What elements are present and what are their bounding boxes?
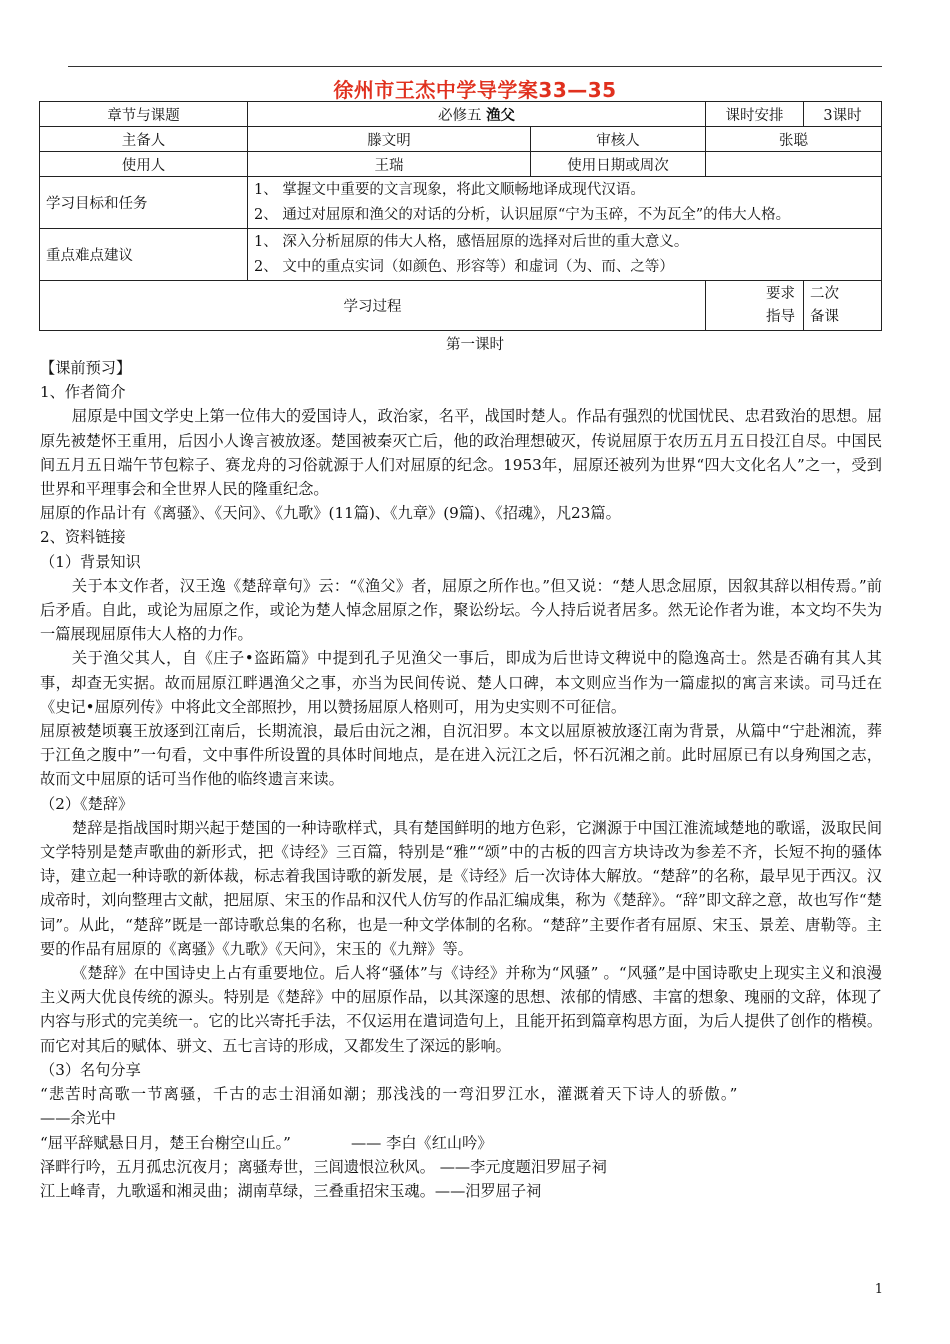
requirement-guidance	[706, 281, 804, 331]
preparer-label: 主备人	[40, 127, 248, 152]
second-prep	[804, 281, 882, 331]
second-line: 二次	[810, 285, 840, 302]
links-heading: 2、资料链接	[40, 528, 126, 547]
page-number: 1	[874, 1282, 883, 1297]
table-row	[40, 102, 882, 127]
lesson-info-table	[39, 101, 882, 331]
second-line: 备课	[810, 308, 840, 325]
table-row	[40, 127, 882, 152]
chuci-paragraph: 楚辞是指战国时期兴起于楚国的一种诗歌样式，具有楚国鲜明的地方色彩，它渊源于中国江淮流域楚地的歌谣，汲取民间文学特别是楚声歌曲的新形式，把《诗经》三百篇，特别是“雅”“颂”中的古板的四言方块诗改为参差不齐，长短不拘的骚体诗，建立起一种诗歌的新体裁，标志着我国诗歌的新发展，是《诗经》后一次诗体大解放。“楚辞”的名称，最早见于西汉。汉成帝时，刘向整理古文献，把屈原、宋玉的作品和汉代人仿写的作品汇编成集，称为《楚辞》。“辞”即文辞之意，故也写作“楚词”。从此，“楚辞”既是一部诗歌总集的名称，也是一种文学体制的名称。“楚辞”主要作者有屈原、宋玉、景差、唐勒等。主要的作品有屈原的《离骚》《九歌》《天问》，宋玉的《九辩》等。	[40, 818, 882, 958]
author-paragraph: 屈原是中国文学史上第一位伟大的爱国诗人，政治家，名平，战国时楚人。作品有强烈的忧国忧民、忠君致治的思想。屈原先被楚怀王重用，后因小人谗言被放逐。楚国被秦灭亡后，他的政治理想破灭，传说屈原于农历五月五日投江自尽。中国民间五月五日端午节包粽子、赛龙舟的习俗就源于人们对屈原的纪念。1953年，屈原还被列为世界“四大文化名人”之一，受到世界和平理事会和全世界人民的隆重纪念。	[40, 407, 882, 499]
keys-label: 重点难点建议	[40, 229, 248, 281]
process-label: 学习过程	[40, 281, 706, 331]
background-paragraph: 关于渔父其人，自《庄子•盗跖篇》中提到孔子见渔父一事后，即成为后世诗文稗说中的隐逸高士。然是否确有其人其事，却查无实据。故而屈原江畔遇渔父之事，亦当为民间传说、楚人口碑，本文则应当作为一篇虚拟的寓言来读。司马迁在《史记•屈原列传》中将此文全部照抄，用以赞扬屈原人格则可，用为史实则不可征信。	[40, 649, 882, 716]
preview-heading: 【课前预习】	[40, 359, 132, 377]
author-works: 屈原的作品计有《离骚》、《天问》、《九歌》(11篇)、《九章》(9篇)、《招魂》，凡23篇。	[40, 504, 621, 523]
quote-text: “屈平辞赋悬日月，楚王台榭空山丘。”	[40, 1133, 291, 1152]
main-content	[40, 356, 882, 1203]
table-row	[40, 281, 882, 331]
quote: 泽畔行吟，五月孤忠沉夜月；离骚寿世，三闾遗恨泣秋风。 ——李元度题汨罗屈子祠	[40, 1157, 607, 1176]
goal-item: 2、 通过对屈原和渔父的对话的分析，认识屈原“宁为玉碎，不为瓦全”的伟大人格。	[254, 206, 791, 223]
chuci-paragraph: 《楚辞》在中国诗史上占有重要地位。后人将“骚体”与《诗经》并称为“风骚” 。“风骚”是中国诗歌史上现实主义和浪漫主义两大优良传统的源头。特别是《楚辞》中的屈原作品，以其深邃的思想、浓郁的情感、丰富的想象、瑰丽的文辞，体现了内容与形式的完美统一。它的比兴寄托手法，不仅运用在遣词造句上，且能开拓到篇章构思方面，为后人提供了创作的楷模。而它对其后的赋体、骈文、五七言诗的形成，又都发生了深远的影响。	[40, 964, 882, 1055]
quote: 江上峰青，九歌遥和湘灵曲；湖南草绿，三叠重招宋玉魂。——汨罗屈子祠	[40, 1181, 542, 1200]
author-heading: 1、作者简介	[40, 383, 126, 402]
background-paragraph: 屈原被楚顷襄王放逐到江南后，长期流浪，最后由沅之湘，自沉汨罗。本文以屈原被放逐江南为背景，从篇中“宁赴湘流，葬于江鱼之腹中”一句看，文中事件所设置的具体时间地点，是在进入沅江之后，怀石沉湘之前。此时屈原已有以身殉国之志，故而文中屈原的话可当作他的临终遗言来读。	[40, 722, 882, 789]
background-paragraph: 关于本文作者，汉王逸《楚辞章句》云：“《渔父》者，屈原之所作也。”但又说：“楚人思念屈原，因叙其辞以相传焉。”前后矛盾。自此，或论为屈原之作，或论为楚人悼念屈原之作，聚讼纷坛。今人持后说者居多。然无论作者为谁，本文均不失为一篇展现屈原伟大人格的力作。	[40, 576, 882, 644]
quotes-heading: （3）名句分享	[40, 1060, 141, 1079]
quote-author: —— 李白《红山吟》	[350, 1133, 493, 1152]
keys-content	[248, 229, 882, 281]
preparer-value: 滕文明	[248, 127, 531, 152]
req-line: 指导	[766, 308, 796, 325]
user-value: 王瑞	[248, 152, 531, 177]
quote: “悲苦时高歌一节离骚，千古的志士泪涌如潮；那浅浅的一弯汨罗江水，灌溉着天下诗人的骄傲。”	[40, 1085, 739, 1104]
goal-item: 1、 掌握文中重要的文言现象，将此文顺畅地译成现代汉语。	[254, 181, 645, 198]
user-label: 使用人	[40, 152, 248, 177]
background-heading: （1）背景知识	[40, 552, 141, 571]
lesson-name: 渔父	[486, 107, 516, 124]
schedule-label: 课时安排	[706, 102, 804, 127]
date-value	[706, 152, 882, 177]
chapter-label: 章节与课题	[40, 102, 248, 127]
schedule-value: 3课时	[804, 102, 882, 127]
course-name: 必修五	[437, 107, 482, 124]
key-item: 1、 深入分析屈原的伟大人格，感悟屈原的选择对后世的重大意义。	[254, 233, 689, 250]
goals-label: 学习目标和任务	[40, 177, 248, 229]
goals-content	[248, 177, 882, 229]
table-row	[40, 152, 882, 177]
req-line: 要求	[766, 285, 796, 302]
reviewer-label: 审核人	[531, 127, 706, 152]
lesson-label: 第一课时	[446, 337, 504, 353]
chapter-value	[248, 102, 706, 127]
document-title: 徐州市王杰中学导学案33—35	[333, 78, 617, 102]
table-row	[40, 177, 882, 229]
reviewer-value: 张聪	[706, 127, 882, 152]
header-rule	[68, 66, 882, 67]
chuci-heading: （2）《楚辞》	[40, 794, 134, 813]
quote-author: ——余光中	[40, 1109, 116, 1128]
table-row	[40, 229, 882, 281]
key-item: 2、 文中的重点实词（如颜色、形容等）和虚词（为、而、之等）	[254, 258, 674, 275]
quote	[40, 1131, 882, 1155]
date-label: 使用日期或周次	[531, 152, 706, 177]
